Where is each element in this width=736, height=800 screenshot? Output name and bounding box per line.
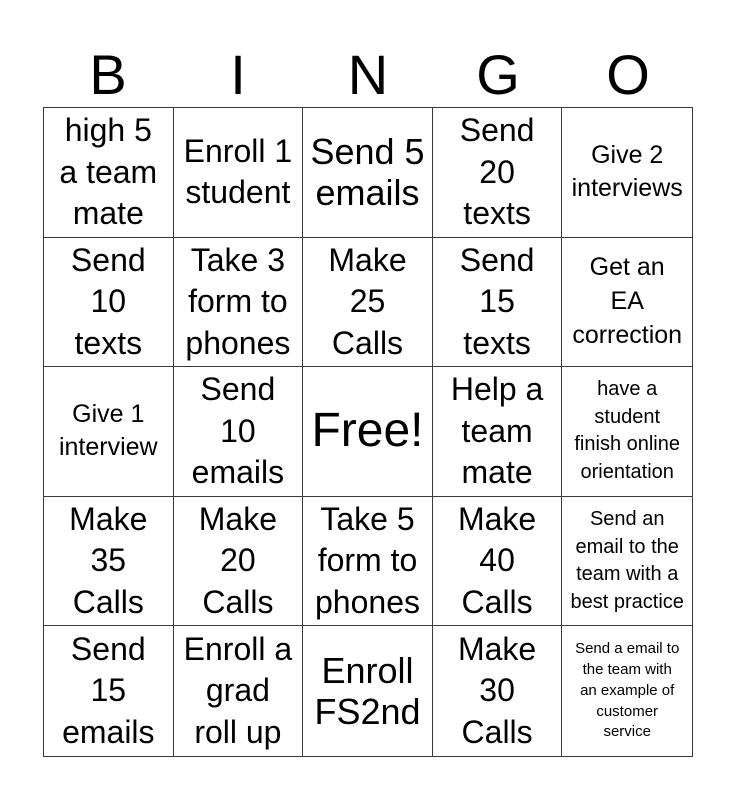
cell-label: Send 15 emails xyxy=(62,630,155,750)
cell-label: Give 1 interview xyxy=(58,399,158,462)
header-letter-g: G xyxy=(476,43,520,106)
bingo-cell-r4-c2[interactable] xyxy=(174,497,304,627)
header-letter-n: N xyxy=(347,43,389,106)
bingo-cell-r5-c2[interactable] xyxy=(174,626,304,756)
cell-label: Take 5 form to phones xyxy=(315,500,420,620)
bingo-cell-r5-c5[interactable] xyxy=(562,626,692,756)
header-letter-b: B xyxy=(89,43,127,106)
bingo-cell-r2-c2[interactable] xyxy=(174,238,304,368)
header-letter-i: I xyxy=(230,43,246,106)
bingo-cell-r1-c1[interactable] xyxy=(44,108,174,238)
cell-label: Help a team mate xyxy=(450,371,544,491)
bingo-cell-free[interactable] xyxy=(303,367,433,497)
cell-label: Make 40 Calls xyxy=(457,500,537,620)
bingo-cell-r4-c5[interactable] xyxy=(562,497,692,627)
bingo-cell-r2-c5[interactable] xyxy=(562,238,692,368)
bingo-cell-r5-c4[interactable] xyxy=(433,626,563,756)
cell-label: Make 20 Calls xyxy=(198,500,278,620)
header-letter-o: O xyxy=(606,43,650,106)
bingo-cell-r1-c3[interactable] xyxy=(303,108,433,238)
cell-label: have a student finish online orientation xyxy=(574,378,680,484)
bingo-cell-r2-c3[interactable] xyxy=(303,238,433,368)
bingo-cell-r1-c5[interactable] xyxy=(562,108,692,238)
cell-label: Enroll FS2nd xyxy=(314,649,421,733)
bingo-cell-r5-c3[interactable] xyxy=(303,626,433,756)
cell-label: Take 3 form to phones xyxy=(185,241,291,361)
bingo-cell-r5-c1[interactable] xyxy=(44,626,174,756)
cell-label: Make 25 Calls xyxy=(328,241,407,361)
cell-label: Get an EA correction xyxy=(572,253,683,349)
cell-label: Send 20 texts xyxy=(459,111,535,232)
cell-label: Enroll a grad roll up xyxy=(183,630,293,750)
bingo-header xyxy=(43,42,693,108)
cell-label: Make 35 Calls xyxy=(69,500,148,620)
bingo-cell-r3-c5[interactable] xyxy=(562,367,692,497)
bingo-board xyxy=(43,107,693,757)
cell-label: Make 30 Calls xyxy=(457,630,537,750)
cell-label: Send an email to the team with a best practice xyxy=(570,507,684,613)
cell-label: Free! xyxy=(311,404,424,458)
cell-label: Send 10 texts xyxy=(70,241,146,361)
cell-label: Give 2 interviews xyxy=(571,140,683,203)
bingo-cell-r4-c3[interactable] xyxy=(303,497,433,627)
cell-label: Send 15 texts xyxy=(459,241,535,361)
bingo-cell-r2-c1[interactable] xyxy=(44,238,174,368)
bingo-cell-r2-c4[interactable] xyxy=(433,238,563,368)
bingo-cell-r1-c4[interactable] xyxy=(433,108,563,238)
bingo-cell-r4-c1[interactable] xyxy=(44,497,174,627)
cell-label: high 5 a team mate xyxy=(59,111,158,232)
cell-label: Send 10 emails xyxy=(191,371,285,491)
cell-label: Send a email to the team with an example of customer service xyxy=(575,640,680,741)
bingo-cell-r4-c4[interactable] xyxy=(433,497,563,627)
bingo-cell-r1-c2[interactable] xyxy=(174,108,304,238)
cell-label: Send 5 emails xyxy=(310,130,425,214)
cell-label: Enroll 1 student xyxy=(183,132,293,211)
bingo-cell-r3-c4[interactable] xyxy=(433,367,563,497)
bingo-cell-r3-c1[interactable] xyxy=(44,367,174,497)
bingo-cell-r3-c2[interactable] xyxy=(174,367,304,497)
